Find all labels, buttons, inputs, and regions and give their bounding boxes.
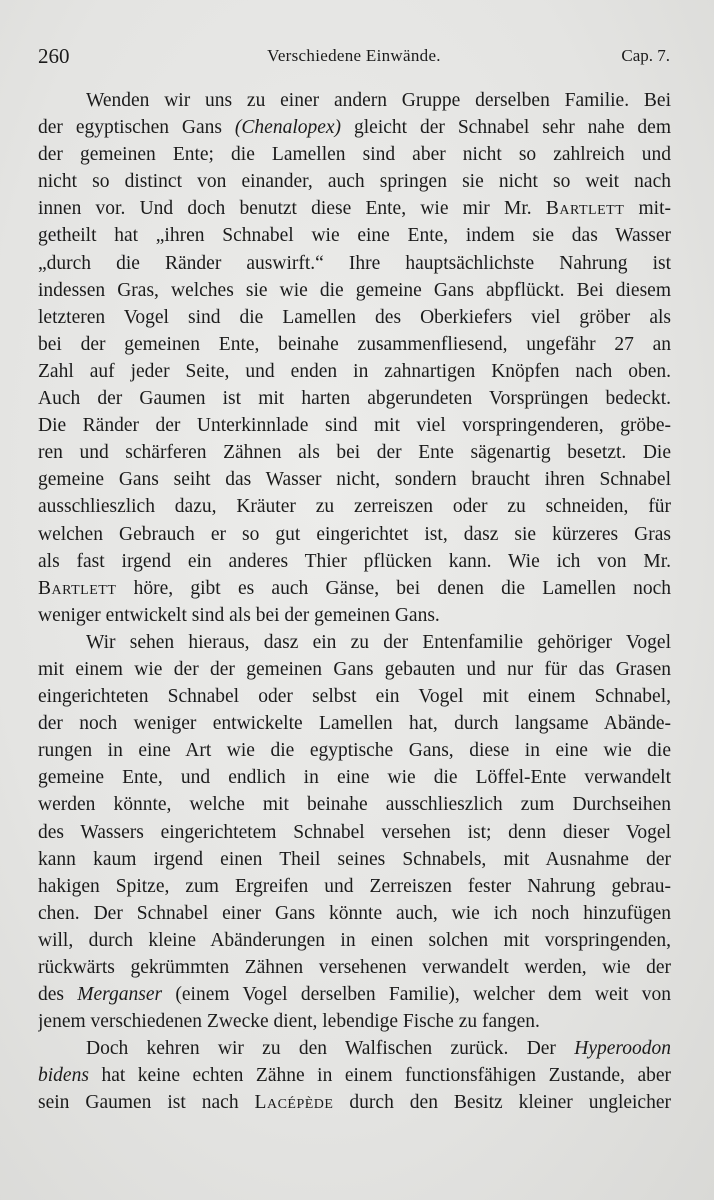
text-line: gemeine Gans seiht das Wasser nicht, sondern braucht ihren Schnabel: [38, 469, 671, 491]
text-line: weniger entwickelt sind als bei der gemeinen Gans.: [38, 604, 440, 626]
text-line: Die Ränder der Unterkinnlade sind mit viel vorspringenderen, gröbe-: [38, 415, 671, 437]
text-line: Zahl auf jeder Seite, und enden in zahnartigen Knöpfen nach oben.: [38, 360, 671, 382]
text-line: letzteren Vogel sind die Lamellen des Oberkiefers viel gröber als: [38, 306, 671, 328]
text-line: Wir sehen hieraus, dasz ein zu der Entenfamilie gehöriger Vogel: [86, 631, 671, 653]
page-number: 260: [38, 44, 70, 68]
page-header: [38, 44, 670, 72]
text-line: des Wassers eingerichtetem Schnabel versehen ist; denn dieser Vogel: [38, 821, 671, 843]
text-line: getheilt hat „ihren Schnabel wie eine Ente, indem sie das Wasser: [38, 225, 671, 247]
text-line: als fast irgend ein anderes Thier pflücken kann. Wie ich von Mr.: [38, 550, 671, 572]
text-line: ren und schärferen Zähnen als bei der Ente sägenartig besetzt. Die: [38, 442, 671, 464]
italic-term: Merganser: [77, 984, 163, 1006]
text-line: bei der gemeinen Ente, beinahe zusammenfliesend, ungefähr 27 an: [38, 333, 671, 355]
text-line: rungen in eine Art wie die egyptische Gans, diese in eine wie die: [38, 740, 671, 762]
italic-term: Hyperoodon: [574, 1038, 671, 1060]
person-name: Bartlett: [545, 198, 625, 220]
text-line: der gemeinen Ente; die Lamellen sind aber nicht so zahlreich und: [38, 144, 671, 166]
text-line: nicht so distinct von einander, auch springen sie nicht so weit nach: [38, 171, 671, 193]
text-line: rückwärts gekrümmten Zähnen versehenen verwandelt werden, wie der: [38, 957, 671, 978]
chapter-reference: Cap. 7.: [621, 46, 670, 65]
italic-term: (Chenalopex): [234, 117, 342, 139]
text-line: eingerichteten Schnabel oder selbst ein Vogel mit einem Schnabel,: [38, 686, 671, 708]
italic-term: bidens: [38, 1065, 89, 1087]
text-line: mit einem wie der der gemeinen Gans gebauten und nur für das Grasen: [38, 658, 671, 680]
text-line: der egyptischen Gans (Chenalopex) gleicht der Schnabel sehr nahe dem: [38, 117, 671, 139]
text-line: hakigen Spitze, zum Ergreifen und Zerreiszen fester Nahrung gebrau-: [38, 875, 671, 897]
text-line: welchen Gebrauch er so gut eingerichtet ist, dasz sie kürzeres Gras: [38, 523, 671, 545]
text-line: des Merganser (einem Vogel derselben Familie), welcher dem weit von: [38, 984, 671, 1006]
text-line: jenem verschiedenen Zwecke dient, lebendige Fische zu fangen.: [38, 1011, 540, 1033]
running-title: Verschiedene Einwände.: [267, 46, 441, 65]
person-name: Lacépède: [254, 1092, 334, 1114]
text-line: „durch die Ränder auswirft.“ Ihre hauptsächlichste Nahrung ist: [38, 252, 671, 274]
text-line: indessen Gras, welches sie wie die gemeine Gans abpflückt. Bei diesem: [38, 279, 671, 301]
text-line: innen vor. Und doch benutzt diese Ente, wie mir Mr. Bartlett mit-: [38, 198, 671, 220]
text-line: Bartlett höre, gibt es auch Gänse, bei denen die Lamellen noch: [38, 577, 671, 599]
text-line: sein Gaumen ist nach Lacépède durch den Besitz kleiner ungleicher: [38, 1092, 671, 1114]
text-line: der noch weniger entwickelte Lamellen hat, durch langsame Abände-: [38, 713, 671, 735]
text-line: will, durch kleine Abänderungen in einen solchen mit vorspringenden,: [38, 929, 671, 951]
text-line: werden könnte, welche mit beinahe ausschlieszlich zum Durchseihen: [38, 794, 671, 816]
text-line: chen. Der Schnabel einer Gans könnte auch, wie ich noch hinzufügen: [38, 902, 671, 924]
text-line: Auch der Gaumen ist mit harten abgerundeten Vorsprüngen bedeckt.: [38, 388, 671, 410]
text-line: ausschlieszlich dazu, Kräuter zu zerreiszen oder zu schneiden, für: [38, 496, 671, 518]
body-text: [38, 87, 671, 1117]
person-name: Bartlett: [38, 577, 117, 599]
text-line: gemeine Ente, und endlich in eine wie die Löffel-Ente verwandelt: [38, 767, 671, 789]
text-line: Wenden wir uns zu einer andern Gruppe derselben Familie. Bei: [86, 90, 671, 111]
text-line: bidens hat keine echten Zähne in einem functionsfähigen Zustande, aber: [38, 1065, 671, 1087]
text-line: kann kaum irgend einen Theil seines Schnabels, mit Ausnahme der: [38, 848, 671, 870]
text-line: Doch kehren wir zu den Walfischen zurück. Der Hyperoodon: [86, 1038, 671, 1060]
